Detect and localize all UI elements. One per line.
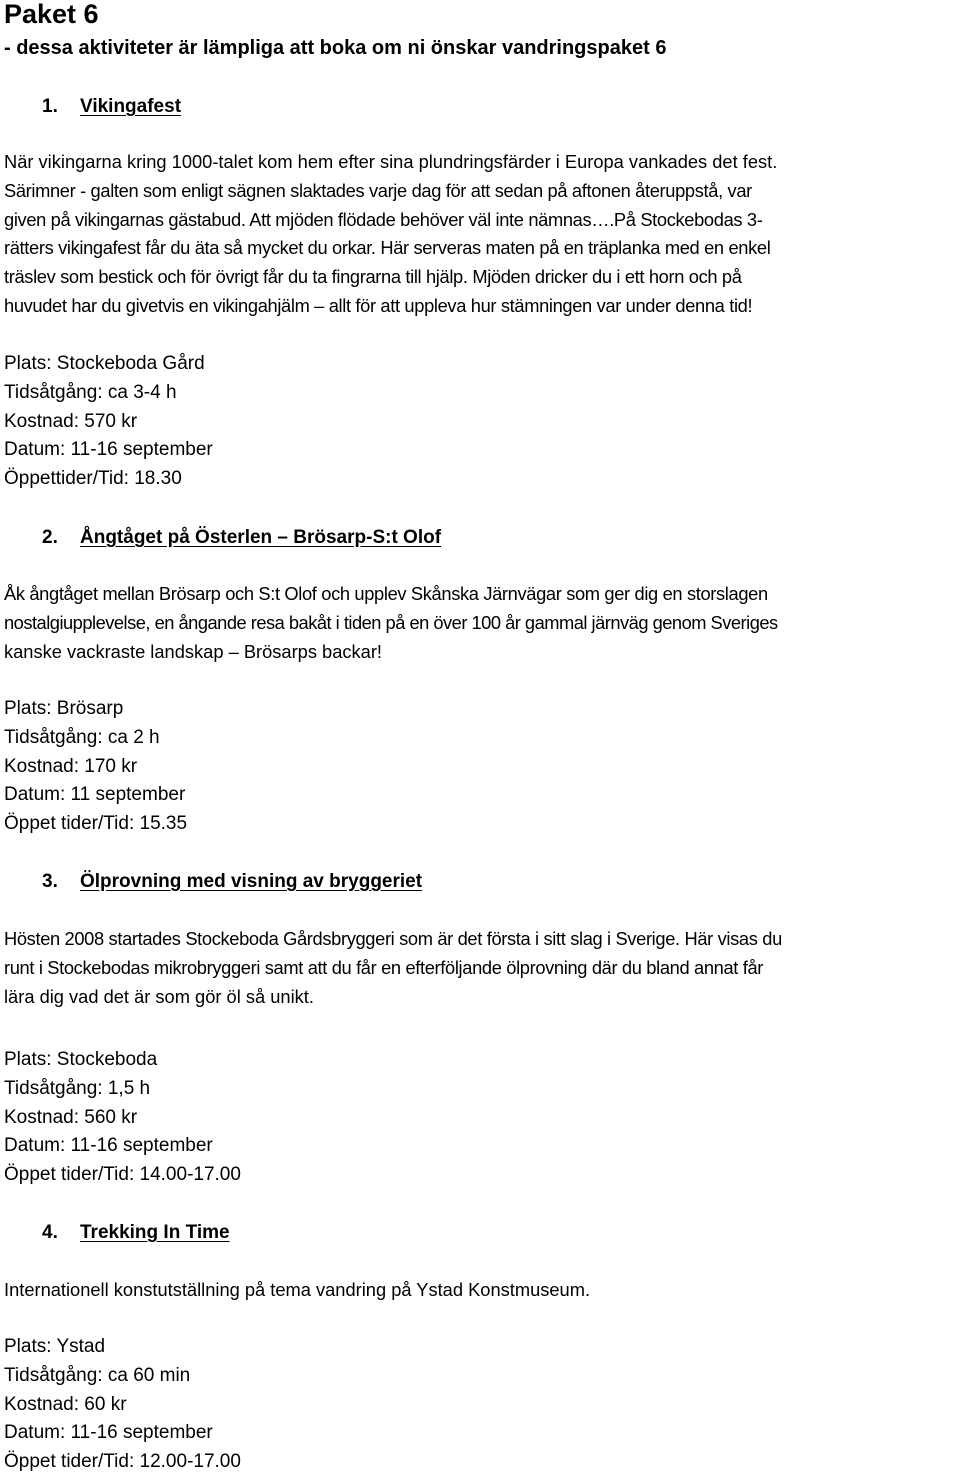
paragraph-line: När vikingarna kring 1000-talet kom hem efter sina plundringsfärder i Europa vankades det fest. (4, 151, 778, 172)
detail-time: Öppet tider/Tid: 12.00-17.00 (4, 1451, 241, 1473)
section-number: 4. (42, 1222, 58, 1243)
paragraph-line: Hösten 2008 startades Stockeboda Gårdsbryggeri som är det första i sitt slag i Sverige. Här visas du (4, 928, 782, 949)
section-2-paragraph (4, 580, 960, 666)
section-4-details (4, 1333, 241, 1477)
section-1-details (4, 350, 213, 494)
section-3-paragraph (4, 925, 960, 1011)
section-2-details (4, 695, 187, 839)
paragraph-line: kanske vackraste landskap – Brösarps backar! (4, 640, 382, 662)
section-2-heading (42, 523, 441, 552)
detail-duration: Tidsåtgång: 1,5 h (4, 1077, 151, 1099)
paragraph-line: Särimner - galten som enligt sägnen slaktades varje dag för att sedan på aftonen återuppstå, var (4, 179, 752, 201)
section-title: Trekking In Time (80, 1222, 230, 1243)
detail-cost: Kostnad: 570 kr (4, 410, 138, 432)
paragraph-line: runt i Stockebodas mikrobryggeri samt att du får en efterföljande ölprovning där du bland annat får (4, 956, 764, 978)
section-3-heading (42, 867, 422, 896)
detail-location: Plats: Ystad (4, 1336, 106, 1357)
detail-duration: Tidsåtgång: ca 60 min (4, 1364, 191, 1386)
detail-duration: Tidsåtgång: ca 3-4 h (4, 381, 177, 403)
detail-date: Datum: 11-16 september (4, 439, 213, 461)
section-1-heading (42, 92, 181, 121)
section-title: Ölprovning med visning av bryggeriet (80, 871, 423, 892)
paragraph-line: lära dig vad det är som gör öl så unikt. (4, 985, 314, 1007)
page-title: Paket 6 (4, 0, 99, 29)
section-4-paragraph (4, 1276, 960, 1305)
detail-time: Öppet tider/Tid: 15.35 (4, 813, 188, 835)
detail-duration: Tidsåtgång: ca 2 h (4, 726, 160, 748)
detail-cost: Kostnad: 60 kr (4, 1393, 127, 1415)
paragraph-line: Åk ångtåget mellan Brösarp och S:t Olof och upplev Skånska Järnvägar som ger dig en storslagen (4, 583, 768, 604)
section-number: 1. (42, 96, 58, 117)
detail-cost: Kostnad: 170 kr (4, 755, 138, 777)
detail-location: Plats: Stockeboda Gård (4, 353, 205, 374)
detail-location: Plats: Brösarp (4, 698, 124, 719)
paragraph-line: given på vikingarnas gästabud. Att mjöden flödade behöver väl inte nämnas….På Stockebodas 3- (4, 208, 763, 230)
section-title: Vikingafest (80, 96, 182, 117)
page-subtitle: - dessa aktiviteter är lämpliga att boka om ni önskar vandringspaket 6 (4, 37, 667, 59)
detail-date: Datum: 11-16 september (4, 1135, 213, 1157)
paragraph-line: huvudet har du givetvis en vikingahjälm – allt för att uppleva hur stämningen var under denna tid! (4, 294, 753, 316)
paragraph-line: rätters vikingafest får du äta så mycket du orkar. Här serveras maten på en träplanka med en enkel (4, 237, 771, 259)
detail-date: Datum: 11-16 september (4, 1422, 213, 1444)
detail-date: Datum: 11 september (4, 784, 186, 806)
section-3-details (4, 1046, 241, 1190)
detail-location: Plats: Stockeboda (4, 1049, 158, 1070)
detail-cost: Kostnad: 560 kr (4, 1106, 138, 1128)
section-number: 3. (42, 871, 58, 892)
section-title: Ångtåget på Österlen – Brösarp-S:t Olof (80, 527, 442, 548)
section-1-paragraph (4, 148, 960, 321)
section-number: 2. (42, 527, 58, 548)
detail-time: Öppettider/Tid: 18.30 (4, 468, 182, 490)
paragraph-line: träslev som bestick och för övrigt får du ta fingrarna till hjälp. Mjöden dricker du i ett horn och på (4, 266, 742, 288)
detail-time: Öppet tider/Tid: 14.00-17.00 (4, 1164, 241, 1186)
section-4-heading (42, 1218, 230, 1247)
paragraph-line: Internationell konstutställning på tema vandring på Ystad Konstmuseum. (4, 1279, 591, 1300)
paragraph-line: nostalgiupplevelse, en ångande resa bakåt i tiden på en över 100 år gammal järnväg genom Sveriges (4, 611, 778, 633)
